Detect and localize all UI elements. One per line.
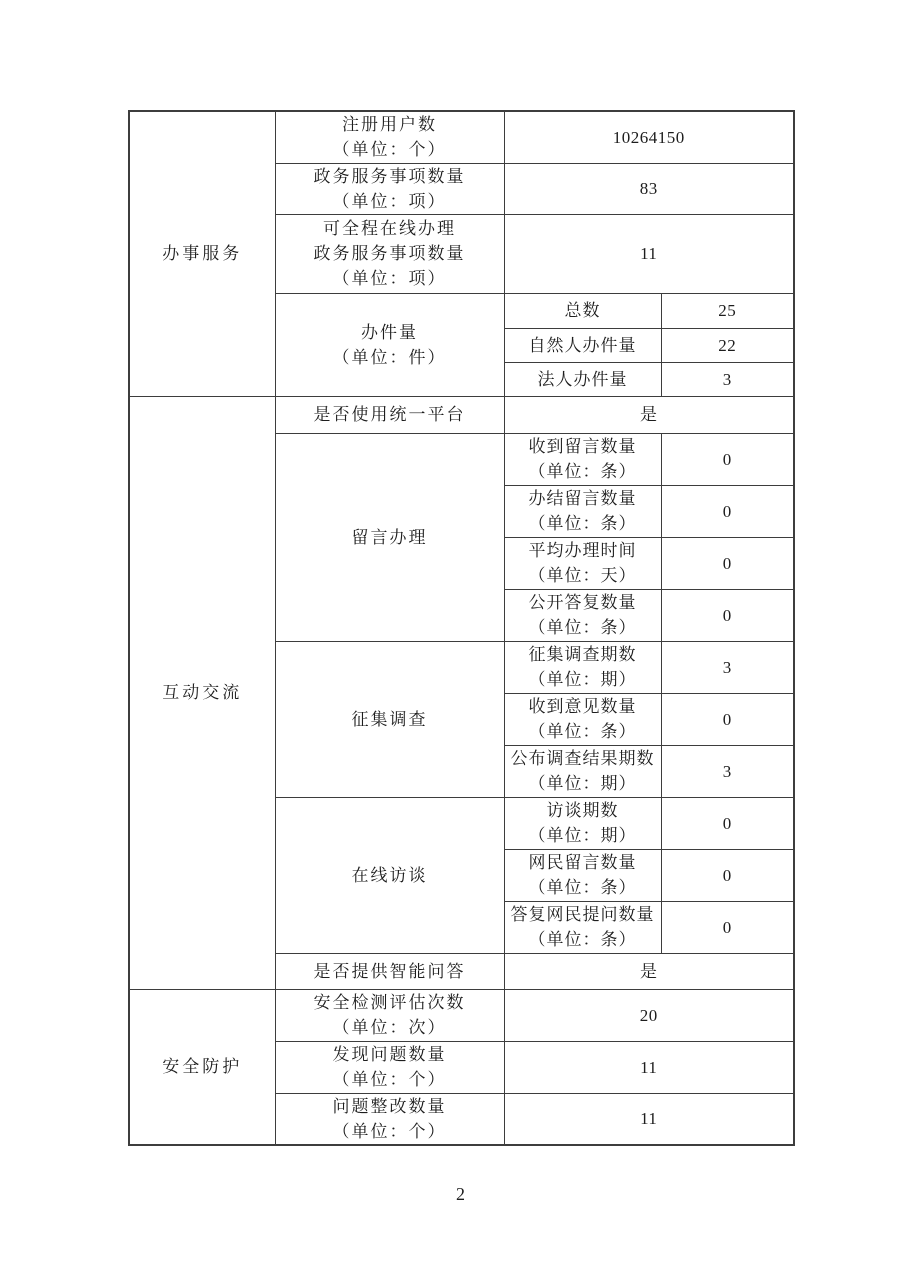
table-row — [129, 989, 794, 1041]
subrow-value: 25 — [661, 293, 794, 328]
row-unit: （单位：次） — [332, 1018, 447, 1037]
row-value: 11 — [504, 1093, 794, 1145]
subrow-value: 0 — [661, 537, 794, 589]
subrow-label: 网民留言数量 — [528, 853, 637, 872]
subrow-label: 法人办件量 — [537, 369, 628, 389]
row-label: 安全检测评估次数 — [313, 993, 466, 1012]
row-label-cell — [275, 989, 504, 1041]
subrow-label-cell — [504, 849, 661, 901]
subrow-unit: （单位：天） — [528, 566, 637, 585]
row-value: 11 — [504, 1041, 794, 1093]
subrow-label: 办结留言数量 — [528, 489, 637, 508]
subrow-label: 总数 — [564, 301, 601, 320]
row-label: 发现问题数量 — [332, 1045, 447, 1064]
subrow-unit: （单位：期） — [528, 826, 637, 845]
row-value: 20 — [504, 989, 794, 1041]
section-cell-security — [129, 989, 275, 1145]
section-label: 互动交流 — [162, 683, 243, 702]
row-label: 注册用户数 — [342, 115, 437, 135]
subrow-label-cell — [504, 641, 661, 693]
row-value: 10264150 — [504, 111, 794, 163]
subrow-label-cell — [504, 328, 661, 362]
subrow-label-cell — [504, 485, 661, 537]
row-label-cell — [275, 1041, 504, 1093]
subrow-label-cell — [504, 589, 661, 641]
subrow-label: 收到留言数量 — [528, 437, 637, 456]
section-cell-interaction — [129, 396, 275, 989]
row-unit: （单位：个） — [332, 140, 447, 160]
subrow-unit: （单位：条） — [528, 878, 637, 897]
subrow-value: 3 — [661, 362, 794, 396]
row-label-cell — [275, 214, 504, 293]
subrow-unit: （单位：期） — [528, 670, 637, 689]
subrow-label: 收到意见数量 — [528, 697, 637, 716]
subrow-value: 3 — [661, 641, 794, 693]
row-value: 11 — [504, 214, 794, 293]
subrow-value: 0 — [661, 433, 794, 485]
row-label: 在线访谈 — [351, 865, 428, 885]
row-label-cell — [275, 797, 504, 953]
subrow-label-cell — [504, 362, 661, 396]
subrow-value: 22 — [661, 328, 794, 362]
section-label: 安全防护 — [162, 1057, 243, 1077]
subrow-unit: （单位：条） — [528, 462, 637, 481]
row-value: 83 — [504, 163, 794, 214]
table-row — [129, 396, 794, 433]
row-label: 办件量 — [361, 322, 418, 342]
section-cell-service — [129, 111, 275, 396]
subrow-unit: （单位：条） — [528, 930, 637, 949]
subrow-label-cell — [504, 901, 661, 953]
subrow-label-cell — [504, 745, 661, 797]
subrow-label: 答复网民提问数量 — [510, 905, 655, 924]
row-label: 政务服务事项数量 — [313, 166, 466, 186]
subrow-label: 公开答复数量 — [528, 593, 637, 612]
subrow-label: 平均办理时间 — [528, 541, 637, 560]
row-label-cell — [275, 163, 504, 214]
subrow-label-cell — [504, 537, 661, 589]
row-unit: （单位：项） — [332, 191, 447, 211]
subrow-value: 0 — [661, 589, 794, 641]
subrow-value: 0 — [661, 797, 794, 849]
subrow-label: 公布调查结果期数 — [510, 749, 655, 768]
subrow-value: 0 — [661, 485, 794, 537]
subrow-label: 访谈期数 — [546, 801, 619, 820]
row-label-cell — [275, 1093, 504, 1145]
row-label-cell — [275, 641, 504, 797]
row-label-cell — [275, 953, 504, 989]
page-number: 2 — [456, 1184, 465, 1204]
subrow-label-cell — [504, 797, 661, 849]
row-unit: （单位：个） — [332, 1121, 447, 1141]
subrow-label-cell — [504, 433, 661, 485]
row-label-cell — [275, 396, 504, 433]
subrow-label-cell — [504, 693, 661, 745]
subrow-label-cell — [504, 293, 661, 328]
row-value: 是 — [504, 953, 794, 989]
row-label: 是否使用统一平台 — [313, 405, 466, 424]
row-unit: （单位：个） — [332, 1070, 447, 1089]
row-label-cell — [275, 293, 504, 396]
subrow-value: 3 — [661, 745, 794, 797]
row-label-cell — [275, 433, 504, 641]
subrow-label: 自然人办件量 — [528, 335, 637, 355]
subrow-value: 0 — [661, 849, 794, 901]
row-label: 问题整改数量 — [332, 1096, 447, 1116]
section-label: 办事服务 — [162, 244, 243, 264]
row-label: 征集调查 — [351, 709, 428, 729]
subrow-label: 征集调查期数 — [528, 645, 637, 664]
row-label: 政务服务事项数量 — [313, 244, 466, 263]
row-unit: （单位：项） — [332, 269, 447, 288]
table-row — [129, 111, 794, 163]
subrow-unit: （单位：条） — [528, 722, 637, 741]
report-table — [128, 110, 795, 1146]
subrow-unit: （单位：条） — [528, 514, 637, 533]
row-value: 是 — [504, 396, 794, 433]
row-label: 留言办理 — [351, 527, 428, 547]
row-label-cell — [275, 111, 504, 163]
row-label: 是否提供智能问答 — [313, 961, 466, 981]
row-unit: （单位：件） — [332, 347, 447, 367]
row-label: 可全程在线办理 — [323, 219, 456, 238]
subrow-unit: （单位：期） — [528, 774, 637, 793]
subrow-value: 0 — [661, 693, 794, 745]
subrow-unit: （单位：条） — [528, 618, 637, 637]
subrow-value: 0 — [661, 901, 794, 953]
